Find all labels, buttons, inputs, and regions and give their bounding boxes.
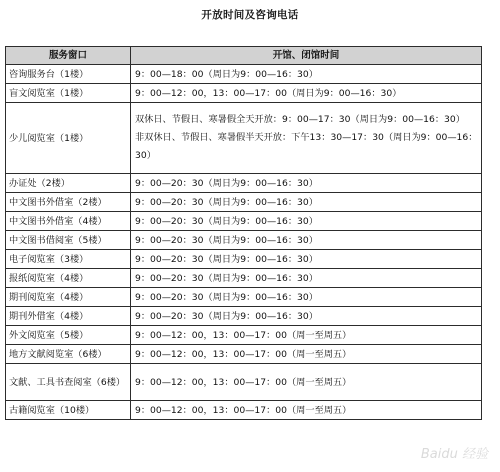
opening-hours-cell: 9：00—20：30（周日为9：00—16：30） bbox=[131, 174, 482, 193]
opening-hours-cell: 9：00—12：00，13：00—17：00（周日为9：00—16：30） bbox=[131, 84, 482, 103]
opening-hours-cell: 9：00—12：00，13：00—17：00（周一至周五） bbox=[131, 401, 482, 420]
table-row bbox=[6, 65, 482, 84]
service-window-cell: 办证处（2楼） bbox=[6, 174, 131, 193]
opening-hours-cell: 9：00—12：00，13：00—17：00（周一至周五） bbox=[131, 364, 482, 401]
table-row bbox=[6, 269, 482, 288]
table-row bbox=[6, 345, 482, 364]
opening-hours-cell: 9：00—20：30（周日为9：00—16：30） bbox=[131, 269, 482, 288]
header-opening-hours: 开馆、闭馆时间 bbox=[131, 47, 482, 65]
service-window-cell: 中文图书借阅室（5楼） bbox=[6, 231, 131, 250]
table-row bbox=[6, 212, 482, 231]
service-window-cell: 咨询服务台（1楼） bbox=[6, 65, 131, 84]
opening-hours-cell: 9：00—20：30（周日为9：00—16：30） bbox=[131, 288, 482, 307]
opening-hours-cell: 9：00—18：00（周日为9：00—16：30） bbox=[131, 65, 482, 84]
opening-hours-cell: 9：00—12：00，13：00—17：00（周一至周五） bbox=[131, 345, 482, 364]
table-row bbox=[6, 288, 482, 307]
opening-hours-cell: 9：00—20：30（周日为9：00—16：30） bbox=[131, 231, 482, 250]
service-window-cell: 盲文阅览室（1楼） bbox=[6, 84, 131, 103]
service-window-cell: 少儿阅览室（1楼） bbox=[6, 103, 131, 174]
service-window-cell: 期刊阅览室（4楼） bbox=[6, 288, 131, 307]
opening-hours-cell: 9：00—20：30（周日为9：00—16：30） bbox=[131, 250, 482, 269]
table-row bbox=[6, 326, 482, 345]
page-title: 开放时间及咨询电话 bbox=[201, 9, 299, 21]
opening-hours-table bbox=[5, 46, 482, 420]
table-row bbox=[6, 231, 482, 250]
opening-hours-cell bbox=[131, 103, 482, 174]
service-window-cell: 中文图书外借室（2楼） bbox=[6, 193, 131, 212]
opening-hours-cell: 9：00—12：00，13：00—17：00（周一至周五） bbox=[131, 326, 482, 345]
table-row bbox=[6, 307, 482, 326]
table-row bbox=[6, 84, 482, 103]
watermark: Baidu 经验 bbox=[420, 447, 488, 462]
table-row bbox=[6, 193, 482, 212]
opening-hours-line: 双休日、节假日、寒暑假全天开放：9：00—17：30（周日为9：00—16：30） bbox=[135, 114, 465, 125]
table-row bbox=[6, 401, 482, 420]
service-window-cell: 古籍阅览室（10楼） bbox=[6, 401, 131, 420]
table-row bbox=[6, 174, 482, 193]
opening-hours-cell: 9：00—20：30（周日为9：00—16：30） bbox=[131, 212, 482, 231]
table-header-row bbox=[6, 47, 482, 65]
service-window-cell: 电子阅览室（3楼） bbox=[6, 250, 131, 269]
table-row bbox=[6, 250, 482, 269]
header-service-window: 服务窗口 bbox=[6, 47, 131, 65]
service-window-cell: 外文阅览室（5楼） bbox=[6, 326, 131, 345]
opening-hours-cell: 9：00—20：30（周日为9：00—16：30） bbox=[131, 193, 482, 212]
table-row bbox=[6, 103, 482, 174]
service-window-cell: 期刊外借室（4楼） bbox=[6, 307, 131, 326]
table-row bbox=[6, 364, 482, 401]
service-window-cell: 报纸阅览室（4楼） bbox=[6, 269, 131, 288]
service-window-cell: 中文图书外借室（4楼） bbox=[6, 212, 131, 231]
service-window-cell: 地方文献阅览室（6楼） bbox=[6, 345, 131, 364]
opening-hours-line: 非双休日、节假日、寒暑假半天开放：下午13：30—17：30（周日为9：00—16：30） bbox=[135, 132, 478, 161]
service-window-cell: 文献、工具书查阅室（6楼） bbox=[6, 364, 131, 401]
opening-hours-cell: 9：00—20：30（周日为9：00—16：30） bbox=[131, 307, 482, 326]
